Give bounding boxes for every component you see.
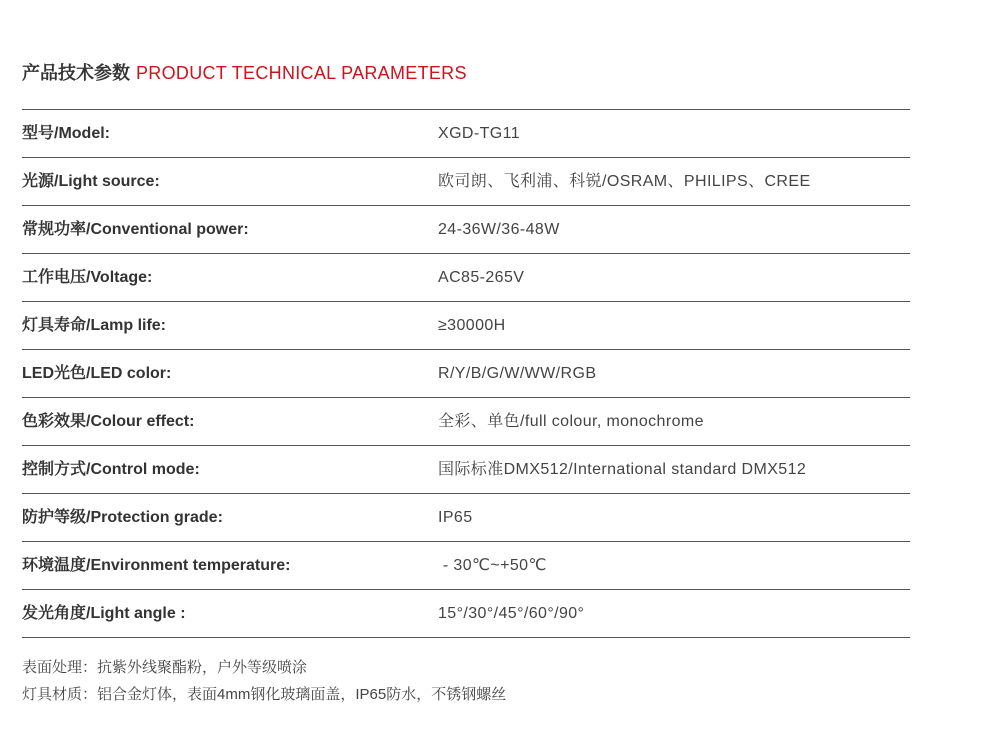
param-label: 工作电压/Voltage: (22, 269, 153, 286)
param-row-protection-grade (22, 494, 910, 542)
param-value: 国际标准DMX512/International standard DMX512 (438, 461, 807, 478)
param-label: 控制方式/Control mode: (22, 461, 200, 478)
param-label: 防护等级/Protection grade: (22, 509, 223, 526)
param-row-control-mode (22, 446, 910, 494)
param-row-light-source (22, 158, 910, 206)
param-value: IP65 (438, 509, 473, 526)
param-value: R/Y/B/G/W/WW/RGB (438, 365, 597, 382)
param-value: 欧司朗、飞利浦、科锐/OSRAM、PHILIPS、CREE (438, 173, 811, 190)
param-row-environment-temperature (22, 542, 910, 590)
param-row-lamp-life (22, 302, 910, 350)
notes (22, 654, 506, 708)
param-row-colour-effect (22, 398, 910, 446)
heading-chinese: 产品技术参数 (22, 63, 130, 83)
param-label: 色彩效果/Colour effect: (22, 413, 195, 430)
param-label: 发光角度/Light angle : (22, 605, 186, 622)
param-value: 15°/30°/45°/60°/90° (438, 605, 585, 622)
parameters-table (22, 109, 910, 638)
note-surface-treatment: 表面处理：抗紫外线聚酯粉，户外等级喷涂 (22, 659, 308, 676)
note-lamp-material: 灯具材质：铝合金灯体，表面4mm钢化玻璃面盖，IP65防水，不锈钢螺丝 (22, 686, 507, 703)
param-value: AC85-265V (438, 269, 525, 286)
param-label: 光源/Light source: (22, 173, 160, 190)
param-row-voltage (22, 254, 910, 302)
param-value: ≥30000H (438, 317, 506, 334)
param-row-light-angle (22, 590, 910, 638)
param-value: 24-36W/36-48W (438, 221, 560, 238)
param-label: LED光色/LED color: (22, 365, 172, 382)
heading-english: PRODUCT TECHNICAL PARAMETERS (136, 63, 467, 83)
section-heading (22, 60, 467, 86)
param-row-led-color (22, 350, 910, 398)
param-label: 灯具寿命/Lamp life: (22, 317, 167, 334)
param-label: 环境温度/Environment temperature: (22, 557, 291, 574)
param-value: - 30℃~+50℃ (438, 557, 547, 574)
param-label: 型号/Model: (22, 125, 110, 142)
param-value: 全彩、单色/full colour, monochrome (438, 413, 704, 430)
param-label: 常规功率/Conventional power: (22, 221, 249, 238)
param-row-model (22, 110, 910, 158)
param-value: XGD-TG11 (438, 125, 521, 142)
param-row-power (22, 206, 910, 254)
